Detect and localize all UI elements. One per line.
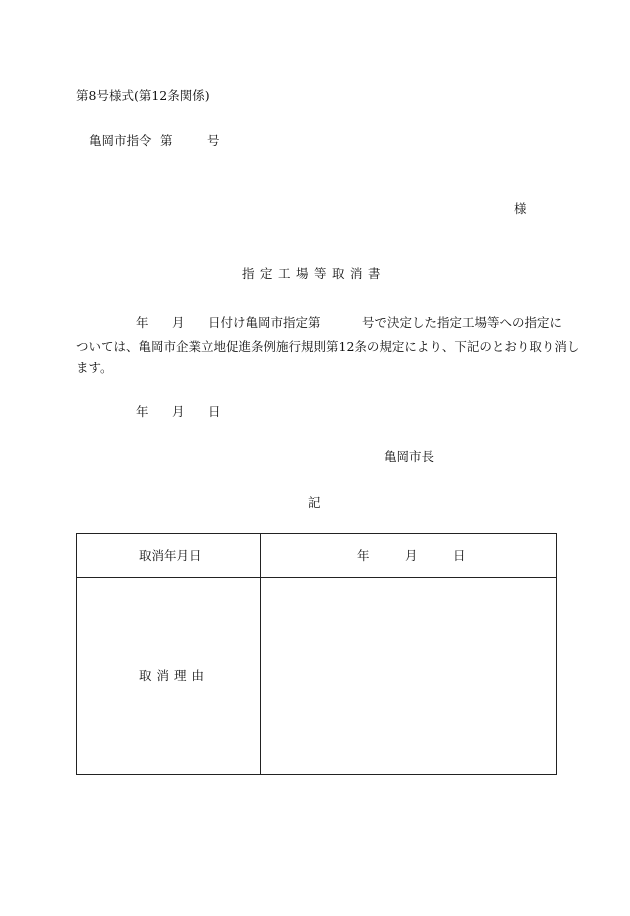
order-number-dai: 第: [160, 133, 173, 148]
cancel-date-label: 取消年月日: [139, 548, 202, 563]
issuer-name: 亀岡市長: [384, 449, 435, 464]
issue-date-month: 月: [172, 404, 185, 419]
form-number: 第8号様式(第12条関係): [76, 88, 210, 103]
body-day-text: 日付け亀岡市指定第: [208, 315, 321, 330]
order-number-prefix: 亀岡市指令: [89, 133, 152, 148]
document-title: 指定工場等取消書: [242, 266, 387, 281]
body-line-3: ます。: [76, 360, 113, 375]
table-column-divider: [260, 534, 261, 774]
body-line-1: [76, 315, 563, 331]
details-table: [76, 533, 557, 775]
body-year: 年: [136, 315, 149, 330]
body-line-2: ついては、亀岡市企業立地促進条例施行規則第12条の規定により、下記のとおり取り消し: [76, 339, 580, 354]
cancel-date-day: 日: [453, 548, 466, 563]
issue-date: [76, 406, 276, 420]
cancel-date-year: 年: [357, 548, 370, 563]
issue-date-year: 年: [136, 404, 149, 419]
body-end-text: 号で決定した指定工場等への指定に: [362, 315, 563, 330]
addressee-suffix: 様: [514, 201, 527, 216]
cancel-date-month: 月: [405, 548, 418, 563]
table-row-divider: [77, 577, 556, 578]
issue-date-day: 日: [208, 404, 221, 419]
ki-heading: 記: [308, 495, 321, 510]
cancel-date-value: [357, 550, 477, 564]
cancel-reason-label: 取消理由: [139, 668, 210, 683]
body-month: 月: [172, 315, 185, 330]
order-number-go: 号: [207, 133, 220, 148]
